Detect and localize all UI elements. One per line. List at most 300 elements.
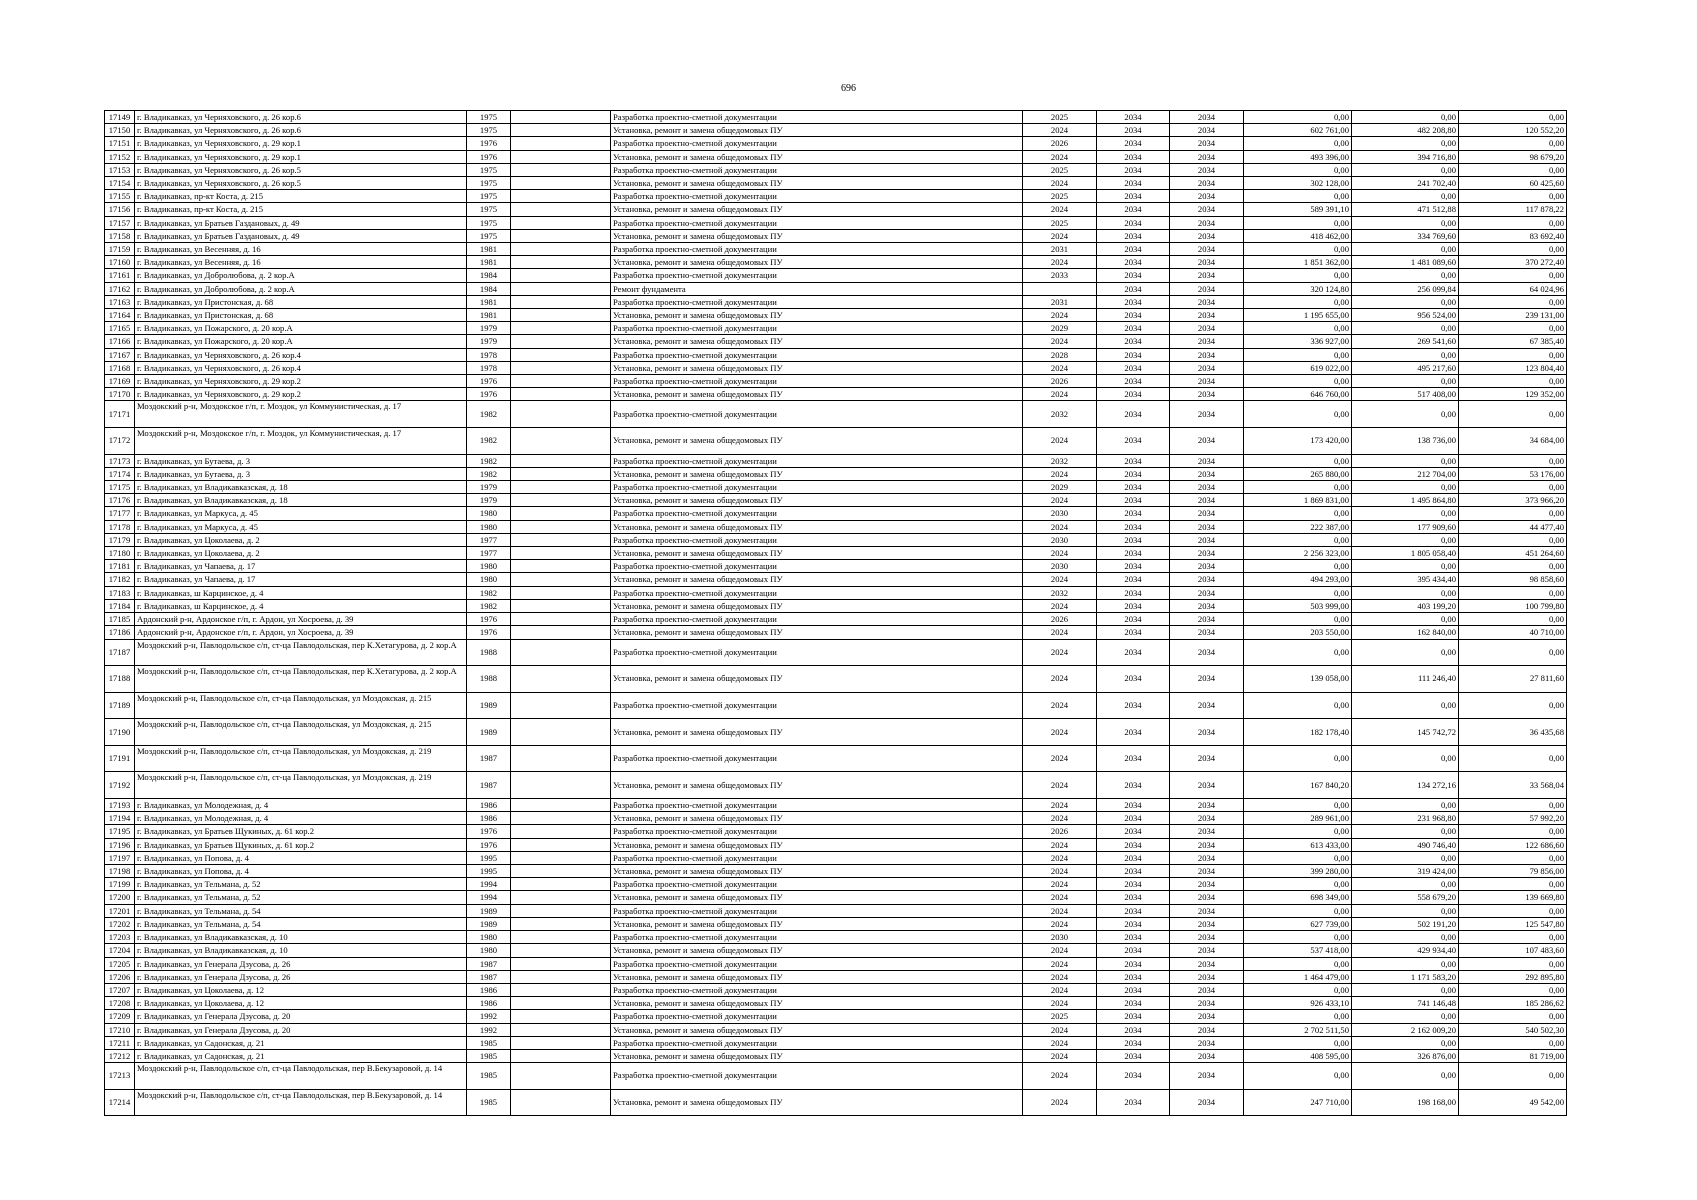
fund-cost: 241 702,40 [1352,177,1459,190]
plan-year: 2030 [1023,560,1097,573]
total-cost: 0,00 [1244,322,1352,335]
work-type: Разработка проектно-сметной документации [611,269,1023,282]
address: Ардонский р-н, Ардонское г/п, г. Ардон, ул Хосроева, д. 39 [135,626,467,639]
owner-cost: 540 502,30 [1459,1023,1567,1036]
plan-year: 2029 [1023,481,1097,494]
year-start: 2034 [1097,745,1170,772]
plan-year: 2024 [1023,256,1097,269]
work-type: Разработка проектно-сметной документации [611,481,1023,494]
total-cost: 0,00 [1244,216,1352,229]
total-cost: 320 124,80 [1244,282,1352,295]
empty-cell [511,944,611,957]
year-start: 2034 [1097,467,1170,480]
work-type: Установка, ремонт и замена общедомовых ПУ [611,520,1023,533]
build-year: 1981 [467,309,511,322]
row-number: 17195 [105,825,135,838]
year-end: 2034 [1170,229,1244,242]
year-start: 2034 [1097,917,1170,930]
work-type: Разработка проектно-сметной документации [611,507,1023,520]
fund-cost: 0,00 [1352,454,1459,467]
total-cost: 0,00 [1244,931,1352,944]
build-year: 1987 [467,772,511,799]
address: г. Владикавказ, ул Братьев Газдановых, д. 49 [135,216,467,229]
owner-cost: 57 992,20 [1459,812,1567,825]
fund-cost: 0,00 [1352,216,1459,229]
owner-cost: 0,00 [1459,745,1567,772]
empty-cell [511,772,611,799]
owner-cost: 60 425,60 [1459,177,1567,190]
row-number: 17171 [105,401,135,428]
year-start: 2034 [1097,229,1170,242]
table-row [105,309,1567,322]
fund-cost: 0,00 [1352,1010,1459,1023]
fund-cost: 0,00 [1352,348,1459,361]
table-row [105,983,1567,996]
fund-cost: 162 840,00 [1352,626,1459,639]
address: г. Владикавказ, ул Черняховского, д. 29 кор.1 [135,137,467,150]
plan-year: 2031 [1023,243,1097,256]
plan-year: 2026 [1023,375,1097,388]
year-start: 2034 [1097,586,1170,599]
total-cost: 613 433,00 [1244,838,1352,851]
row-number: 17201 [105,904,135,917]
empty-cell [511,1063,611,1090]
plan-year: 2024 [1023,428,1097,455]
build-year: 1980 [467,573,511,586]
year-end: 2034 [1170,177,1244,190]
year-end: 2034 [1170,560,1244,573]
address: г. Владикавказ, ул Черняховского, д. 26 кор.6 [135,124,467,137]
plan-year: 2030 [1023,507,1097,520]
build-year: 1984 [467,269,511,282]
row-number: 17181 [105,560,135,573]
total-cost: 0,00 [1244,163,1352,176]
owner-cost: 0,00 [1459,216,1567,229]
table-row [105,177,1567,190]
total-cost: 2 702 511,50 [1244,1023,1352,1036]
year-end: 2034 [1170,851,1244,864]
row-number: 17183 [105,586,135,599]
year-start: 2034 [1097,481,1170,494]
row-number: 17166 [105,335,135,348]
row-number: 17167 [105,348,135,361]
owner-cost: 0,00 [1459,931,1567,944]
address: Моздокский р-н, Павлодольское с/п, ст-ца Павлодольская, ул Моздокская, д. 219 [135,745,467,772]
year-end: 2034 [1170,1023,1244,1036]
total-cost: 0,00 [1244,851,1352,864]
owner-cost: 107 483,60 [1459,944,1567,957]
year-end: 2034 [1170,812,1244,825]
total-cost: 0,00 [1244,1036,1352,1049]
plan-year: 2024 [1023,719,1097,746]
build-year: 1985 [467,1063,511,1090]
total-cost: 589 391,10 [1244,203,1352,216]
total-cost: 0,00 [1244,586,1352,599]
year-start: 2034 [1097,150,1170,163]
table-row [105,256,1567,269]
build-year: 1978 [467,361,511,374]
empty-cell [511,1049,611,1062]
plan-year: 2024 [1023,812,1097,825]
owner-cost: 83 692,40 [1459,229,1567,242]
build-year: 1980 [467,507,511,520]
fund-cost: 319 424,00 [1352,865,1459,878]
row-number: 17180 [105,547,135,560]
table-row [105,970,1567,983]
build-year: 1980 [467,944,511,957]
build-year: 1988 [467,639,511,666]
empty-cell [511,124,611,137]
fund-cost: 1 805 058,40 [1352,547,1459,560]
row-number: 17187 [105,639,135,666]
work-type: Установка, ремонт и замена общедомовых ПУ [611,547,1023,560]
year-end: 2034 [1170,573,1244,586]
build-year: 1976 [467,137,511,150]
address: г. Владикавказ, ул Владикавказская, д. 10 [135,944,467,957]
year-end: 2034 [1170,375,1244,388]
work-type: Установка, ремонт и замена общедомовых ПУ [611,256,1023,269]
table-row [105,190,1567,203]
total-cost: 698 349,00 [1244,891,1352,904]
work-type: Разработка проектно-сметной документации [611,931,1023,944]
total-cost: 494 293,00 [1244,573,1352,586]
row-number: 17211 [105,1036,135,1049]
build-year: 1976 [467,613,511,626]
total-cost: 0,00 [1244,957,1352,970]
build-year: 1978 [467,348,511,361]
work-type: Установка, ремонт и замена общедомовых ПУ [611,1023,1023,1036]
year-end: 2034 [1170,111,1244,124]
total-cost: 0,00 [1244,507,1352,520]
year-end: 2034 [1170,970,1244,983]
year-end: 2034 [1170,256,1244,269]
address: г. Владикавказ, ул Цоколаева, д. 2 [135,533,467,546]
row-number: 17214 [105,1089,135,1116]
owner-cost: 0,00 [1459,1063,1567,1090]
table-row [105,799,1567,812]
table-row [105,957,1567,970]
year-end: 2034 [1170,190,1244,203]
owner-cost: 125 547,80 [1459,917,1567,930]
empty-cell [511,1023,611,1036]
build-year: 1975 [467,124,511,137]
year-start: 2034 [1097,626,1170,639]
empty-cell [511,812,611,825]
year-end: 2034 [1170,1010,1244,1023]
total-cost: 418 462,00 [1244,229,1352,242]
empty-cell [511,970,611,983]
total-cost: 222 387,00 [1244,520,1352,533]
empty-cell [511,216,611,229]
total-cost: 0,00 [1244,825,1352,838]
plan-year: 2032 [1023,454,1097,467]
total-cost: 0,00 [1244,295,1352,308]
work-type: Ремонт фундамента [611,282,1023,295]
year-end: 2034 [1170,428,1244,455]
work-type: Установка, ремонт и замена общедомовых ПУ [611,124,1023,137]
year-start: 2034 [1097,692,1170,719]
address: г. Владикавказ, ул Тельмана, д. 54 [135,904,467,917]
row-number: 17185 [105,613,135,626]
empty-cell [511,243,611,256]
year-end: 2034 [1170,124,1244,137]
row-number: 17174 [105,467,135,480]
empty-cell [511,1089,611,1116]
fund-cost: 0,00 [1352,851,1459,864]
work-type: Установка, ремонт и замена общедомовых ПУ [611,388,1023,401]
total-cost: 0,00 [1244,375,1352,388]
address: г. Владикавказ, ул Чапаева, д. 17 [135,573,467,586]
year-end: 2034 [1170,586,1244,599]
row-number: 17200 [105,891,135,904]
address: г. Владикавказ, ул Владикавказская, д. 18 [135,494,467,507]
address: г. Владикавказ, ул Тельмана, д. 52 [135,878,467,891]
empty-cell [511,573,611,586]
address: г. Владикавказ, ул Братьев Щукиных, д. 61 кор.2 [135,825,467,838]
year-end: 2034 [1170,692,1244,719]
year-end: 2034 [1170,361,1244,374]
build-year: 1987 [467,957,511,970]
empty-cell [511,639,611,666]
empty-cell [511,799,611,812]
plan-year: 2024 [1023,983,1097,996]
owner-cost: 139 669,80 [1459,891,1567,904]
build-year: 1982 [467,467,511,480]
work-type: Разработка проектно-сметной документации [611,878,1023,891]
table-row [105,137,1567,150]
year-start: 2034 [1097,124,1170,137]
work-type: Разработка проектно-сметной документации [611,692,1023,719]
build-year: 1994 [467,878,511,891]
year-start: 2034 [1097,944,1170,957]
empty-cell [511,838,611,851]
owner-cost: 27 811,60 [1459,666,1567,693]
address: г. Владикавказ, ул Черняховского, д. 26 кор.4 [135,348,467,361]
plan-year: 2024 [1023,309,1097,322]
address: г. Владикавказ, ул Пристонская, д. 68 [135,295,467,308]
row-number: 17184 [105,599,135,612]
row-number: 17182 [105,573,135,586]
empty-cell [511,401,611,428]
year-start: 2034 [1097,388,1170,401]
year-end: 2034 [1170,467,1244,480]
owner-cost: 0,00 [1459,613,1567,626]
year-end: 2034 [1170,481,1244,494]
address: г. Владикавказ, пр-кт Коста, д. 215 [135,203,467,216]
row-number: 17162 [105,282,135,295]
table-row [105,401,1567,428]
work-type: Разработка проектно-сметной документации [611,348,1023,361]
work-type: Разработка проектно-сметной документации [611,111,1023,124]
empty-cell [511,547,611,560]
year-start: 2034 [1097,256,1170,269]
year-end: 2034 [1170,282,1244,295]
fund-cost: 0,00 [1352,269,1459,282]
empty-cell [511,428,611,455]
total-cost: 2 256 323,00 [1244,547,1352,560]
work-type: Разработка проектно-сметной документации [611,533,1023,546]
owner-cost: 120 552,20 [1459,124,1567,137]
fund-cost: 198 168,00 [1352,1089,1459,1116]
work-type: Разработка проектно-сметной документации [611,375,1023,388]
row-number: 17196 [105,838,135,851]
year-end: 2034 [1170,1089,1244,1116]
empty-cell [511,203,611,216]
plan-year: 2031 [1023,295,1097,308]
year-end: 2034 [1170,931,1244,944]
table-row [105,626,1567,639]
year-start: 2034 [1097,970,1170,983]
total-cost: 1 464 479,00 [1244,970,1352,983]
work-type: Установка, ремонт и замена общедомовых ПУ [611,335,1023,348]
total-cost: 0,00 [1244,799,1352,812]
plan-year: 2024 [1023,599,1097,612]
work-type: Разработка проектно-сметной документации [611,1063,1023,1090]
year-end: 2034 [1170,745,1244,772]
year-start: 2034 [1097,282,1170,295]
empty-cell [511,375,611,388]
empty-cell [511,825,611,838]
owner-cost: 0,00 [1459,401,1567,428]
build-year: 1976 [467,150,511,163]
build-year: 1989 [467,917,511,930]
address: г. Владикавказ, ул Добролюбова, д. 2 кор.А [135,282,467,295]
total-cost: 493 396,00 [1244,150,1352,163]
address: г. Владикавказ, ул Черняховского, д. 26 кор.5 [135,177,467,190]
row-number: 17179 [105,533,135,546]
year-start: 2034 [1097,216,1170,229]
empty-cell [511,1036,611,1049]
total-cost: 1 851 362,00 [1244,256,1352,269]
address: г. Владикавказ, ш Карцинское, д. 4 [135,599,467,612]
address: Моздокский р-н, Павлодольское с/п, ст-ца Павлодольская, ул Моздокская, д. 215 [135,692,467,719]
row-number: 17176 [105,494,135,507]
build-year: 1995 [467,865,511,878]
total-cost: 0,00 [1244,692,1352,719]
build-year: 1976 [467,838,511,851]
fund-cost: 0,00 [1352,904,1459,917]
year-end: 2034 [1170,639,1244,666]
table-row [105,533,1567,546]
total-cost: 203 550,00 [1244,626,1352,639]
work-type: Разработка проектно-сметной документации [611,851,1023,864]
address: г. Владикавказ, ул Пристонская, д. 68 [135,309,467,322]
total-cost: 0,00 [1244,454,1352,467]
address: г. Владикавказ, ул Владикавказская, д. 18 [135,481,467,494]
owner-cost: 122 686,60 [1459,838,1567,851]
total-cost: 0,00 [1244,243,1352,256]
fund-cost: 0,00 [1352,481,1459,494]
fund-cost: 0,00 [1352,322,1459,335]
row-number: 17153 [105,163,135,176]
work-type: Разработка проектно-сметной документации [611,904,1023,917]
address: г. Владикавказ, ул Чапаева, д. 17 [135,560,467,573]
row-number: 17207 [105,983,135,996]
work-type: Установка, ремонт и замена общедомовых ПУ [611,865,1023,878]
work-type: Разработка проектно-сметной документации [611,401,1023,428]
address: г. Владикавказ, ул Садонская, д. 21 [135,1049,467,1062]
fund-cost: 0,00 [1352,533,1459,546]
table-row [105,1063,1567,1090]
work-type: Установка, ремонт и замена общедомовых ПУ [611,772,1023,799]
table-row [105,851,1567,864]
year-end: 2034 [1170,520,1244,533]
year-end: 2034 [1170,904,1244,917]
plan-year: 2024 [1023,1063,1097,1090]
year-end: 2034 [1170,547,1244,560]
row-number: 17191 [105,745,135,772]
year-start: 2034 [1097,1036,1170,1049]
table-row [105,243,1567,256]
row-number: 17156 [105,203,135,216]
table-row [105,124,1567,137]
table-row [105,997,1567,1010]
build-year: 1989 [467,692,511,719]
total-cost: 0,00 [1244,533,1352,546]
year-end: 2034 [1170,799,1244,812]
row-number: 17188 [105,666,135,693]
work-type: Разработка проектно-сметной документации [611,216,1023,229]
year-start: 2034 [1097,891,1170,904]
build-year: 1975 [467,111,511,124]
year-end: 2034 [1170,216,1244,229]
owner-cost: 0,00 [1459,692,1567,719]
total-cost: 0,00 [1244,269,1352,282]
repair-program-table [104,110,1567,1116]
address: г. Владикавказ, ул Садонская, д. 21 [135,1036,467,1049]
empty-cell [511,931,611,944]
work-type: Разработка проектно-сметной документации [611,137,1023,150]
table-row [105,111,1567,124]
build-year: 1975 [467,163,511,176]
total-cost: 265 880,00 [1244,467,1352,480]
address: г. Владикавказ, ш Карцинское, д. 4 [135,586,467,599]
empty-cell [511,507,611,520]
table-row [105,931,1567,944]
year-start: 2034 [1097,904,1170,917]
address: г. Владикавказ, ул Черняховского, д. 29 кор.2 [135,375,467,388]
fund-cost: 269 541,60 [1352,335,1459,348]
table-row [105,388,1567,401]
row-number: 17158 [105,229,135,242]
plan-year: 2024 [1023,917,1097,930]
row-number: 17172 [105,428,135,455]
address: г. Владикавказ, ул Генерала Дзусова, д. 26 [135,970,467,983]
table-row [105,825,1567,838]
year-start: 2034 [1097,1063,1170,1090]
row-number: 17204 [105,944,135,957]
year-end: 2034 [1170,150,1244,163]
empty-cell [511,163,611,176]
year-start: 2034 [1097,533,1170,546]
work-type: Разработка проектно-сметной документации [611,1036,1023,1049]
year-start: 2034 [1097,865,1170,878]
row-number: 17164 [105,309,135,322]
year-start: 2034 [1097,190,1170,203]
address: г. Владикавказ, ул Попова, д. 4 [135,851,467,864]
address: г. Владикавказ, пр-кт Коста, д. 215 [135,190,467,203]
fund-cost: 403 199,20 [1352,599,1459,612]
plan-year: 2024 [1023,851,1097,864]
row-number: 17163 [105,295,135,308]
empty-cell [511,878,611,891]
row-number: 17170 [105,388,135,401]
plan-year: 2024 [1023,124,1097,137]
work-type: Установка, ремонт и замена общедомовых ПУ [611,361,1023,374]
row-number: 17175 [105,481,135,494]
owner-cost: 0,00 [1459,878,1567,891]
row-number: 17199 [105,878,135,891]
